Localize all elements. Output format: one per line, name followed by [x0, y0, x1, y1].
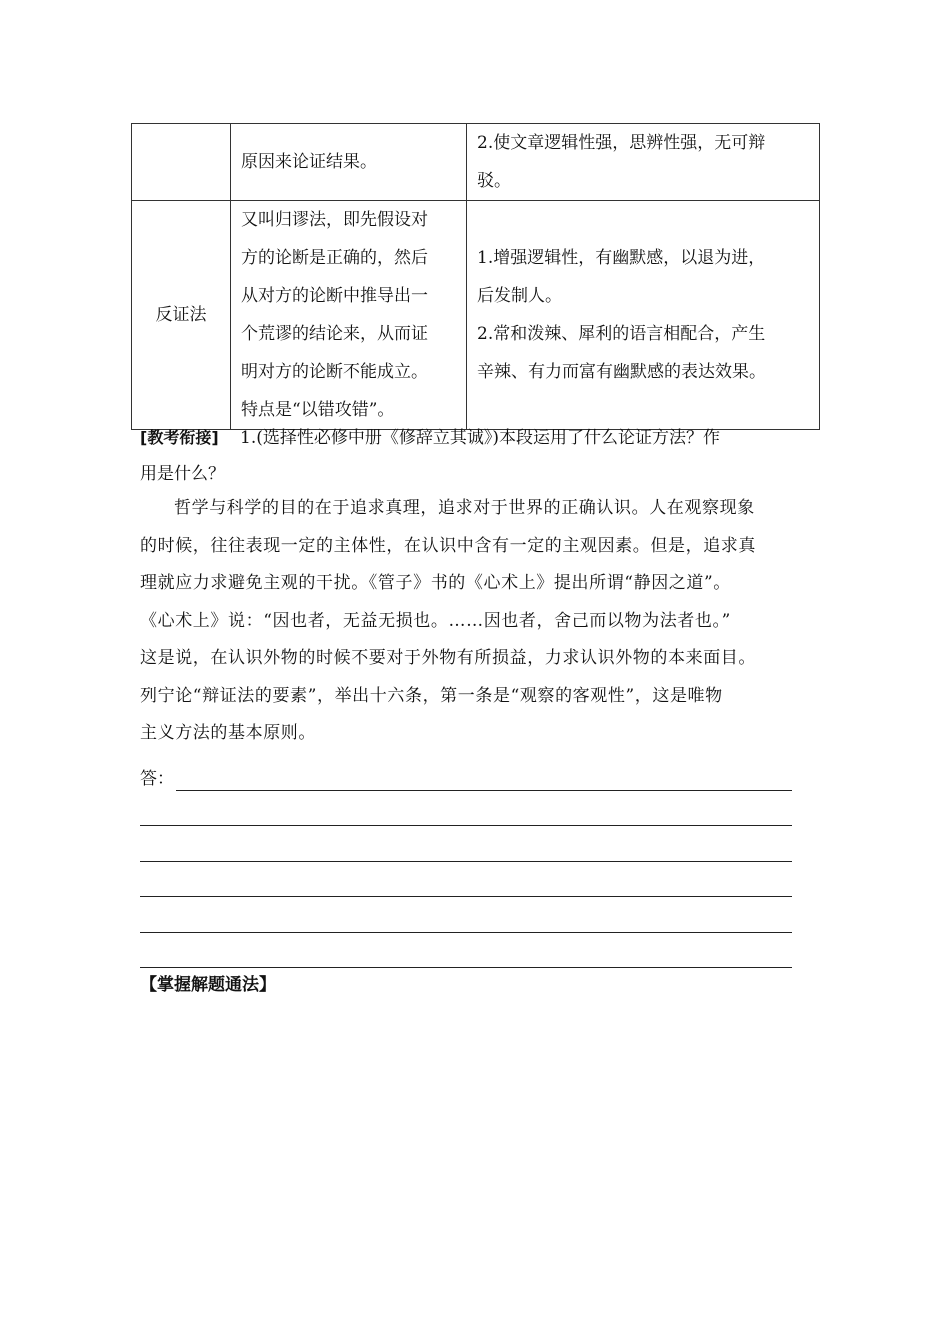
method-name-cell: 反证法	[132, 201, 231, 430]
passage-line: 主义方法的基本原则。	[140, 723, 316, 743]
reading-passage	[140, 490, 820, 753]
answer-area	[140, 755, 792, 968]
answer-line[interactable]	[140, 755, 792, 791]
table-row	[132, 124, 820, 201]
effect-line: 2.使文章逻辑性强，思辨性强，无可辩	[477, 133, 766, 153]
method-description-cell	[231, 124, 467, 201]
answer-label: 答：	[140, 768, 174, 789]
method-description-cell	[231, 201, 467, 430]
effect-line: 后发制人。	[477, 286, 562, 306]
description-line: 特点是“以错攻错”。	[241, 400, 395, 420]
question-text-line: 1.(选择性必修中册《修辞立其诚》)本段运用了什么论证方法？作	[240, 428, 721, 448]
answer-line[interactable]	[140, 897, 792, 933]
question-text-line: 用是什么？	[140, 464, 225, 484]
passage-line: 哲学与科学的目的在于追求真理，追求对于世界的正确认识。人在观察现象	[174, 498, 755, 518]
effect-line: 辛辣、有力而富有幽默感的表达效果。	[477, 362, 766, 382]
passage-line: 理就应力求避免主观的干扰。《管子》书的《心术上》提出所谓“静因之道”。	[140, 573, 731, 593]
passage-line: 这是说，在认识外物的时候不要对于外物有所损益，力求认识外物的本来面目。	[140, 648, 756, 668]
question-prompt	[140, 420, 820, 492]
description-line: 又叫归谬法，即先假设对	[241, 210, 428, 230]
answer-line[interactable]	[140, 862, 792, 898]
method-effect-cell	[467, 124, 820, 201]
answer-line[interactable]	[140, 791, 792, 827]
answer-line[interactable]	[140, 826, 792, 862]
method-name-cell	[132, 124, 231, 201]
description-line: 方的论断是正确的，然后	[241, 248, 428, 268]
table-row	[132, 201, 820, 430]
effect-line: 2.常和泼辣、犀利的语言相配合，产生	[477, 324, 766, 344]
answer-line[interactable]	[140, 933, 792, 969]
question-tag: [教考衔接]	[140, 428, 219, 447]
effect-line: 1.增强逻辑性，有幽默感，以退为进，	[477, 248, 766, 268]
passage-line: 《心术上》说：“因也者，无益无损也。……因也者，舍己而以物为法者也。”	[140, 610, 731, 631]
argument-methods-table	[131, 123, 820, 430]
passage-line: 的时候，往往表现一定的主体性，在认识中含有一定的主观因素。但是，追求真	[140, 535, 756, 556]
description-line: 从对方的论断中推导出一	[241, 286, 428, 306]
description-line: 明对方的论断不能成立。	[241, 362, 428, 382]
passage-line: 列宁论“辩证法的要素”，举出十六条，第一条是“观察的客观性”，这是唯物	[140, 685, 723, 706]
description-line: 原因来论证结果。	[241, 152, 377, 172]
section-heading: 【掌握解题通法】	[140, 975, 276, 995]
method-effect-cell	[467, 201, 820, 430]
description-line: 个荒谬的结论来，从而证	[241, 324, 428, 344]
effect-line: 驳。	[477, 171, 511, 191]
